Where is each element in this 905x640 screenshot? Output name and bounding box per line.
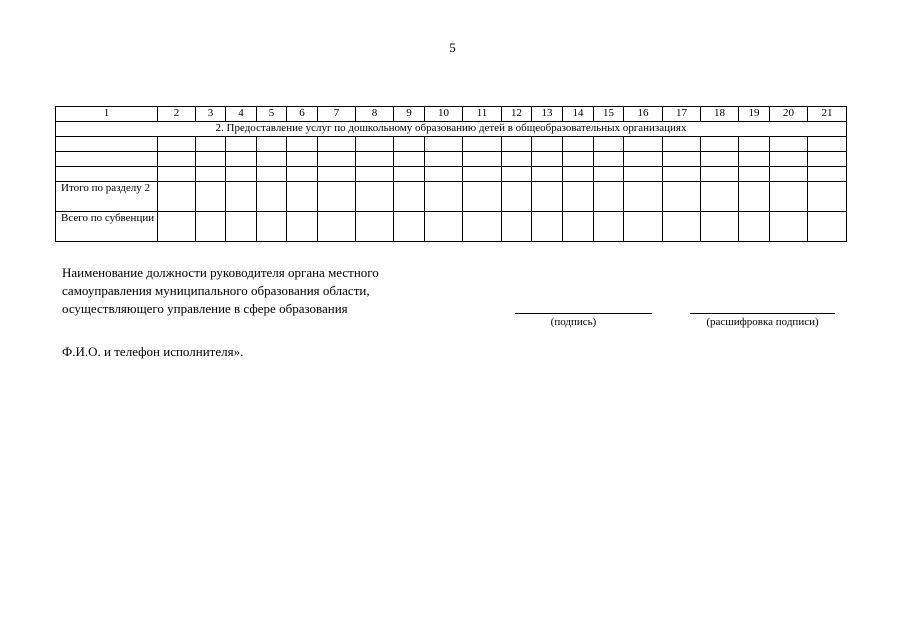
table-cell — [56, 152, 158, 167]
table-cell — [502, 182, 532, 212]
official-position-title — [62, 264, 379, 318]
decoding-caption: (расшифровка подписи) — [706, 316, 819, 328]
table-cell — [563, 167, 594, 182]
table-cell — [356, 152, 394, 167]
column-header: 16 — [624, 107, 663, 122]
table-cell — [356, 167, 394, 182]
table-cell — [532, 152, 563, 167]
table-cell — [563, 137, 594, 152]
column-header: 3 — [196, 107, 226, 122]
executor-info: Ф.И.О. и телефон исполнителя». — [62, 344, 244, 359]
table-cell — [158, 212, 196, 242]
page-number: 5 — [449, 40, 456, 55]
section-row — [56, 122, 847, 137]
column-header: 12 — [502, 107, 532, 122]
table-cell — [463, 212, 502, 242]
table-cell — [463, 152, 502, 167]
table-cell — [287, 152, 318, 167]
table-cell — [196, 152, 226, 167]
decoding-line — [690, 313, 835, 314]
table-cell — [196, 212, 226, 242]
column-header: 21 — [808, 107, 847, 122]
table-cell — [701, 212, 739, 242]
table-cell — [563, 182, 594, 212]
table-cell — [226, 152, 257, 167]
table-cell — [226, 212, 257, 242]
table-cell — [196, 167, 226, 182]
table-cell — [532, 212, 563, 242]
table-cell — [624, 137, 663, 152]
table-cell — [394, 152, 425, 167]
table-cell — [356, 137, 394, 152]
table-cell — [808, 152, 847, 167]
column-header: 13 — [532, 107, 563, 122]
table-cell — [701, 152, 739, 167]
table-cell — [624, 182, 663, 212]
table-cell — [563, 212, 594, 242]
table-cell — [257, 137, 287, 152]
table-cell — [425, 182, 463, 212]
table-row — [56, 137, 847, 152]
table-cell — [257, 152, 287, 167]
signature-caption: (подпись) — [550, 316, 597, 328]
column-header: 1 — [56, 107, 158, 122]
column-header: 19 — [739, 107, 770, 122]
table-cell — [594, 167, 624, 182]
table-cell — [356, 212, 394, 242]
table-cell — [425, 167, 463, 182]
column-header: 4 — [226, 107, 257, 122]
table-cell — [770, 182, 808, 212]
table-cell — [394, 137, 425, 152]
table-cell — [701, 167, 739, 182]
table-cell — [663, 167, 701, 182]
column-header: 7 — [318, 107, 356, 122]
table-cell — [563, 152, 594, 167]
table-cell — [701, 137, 739, 152]
position-line: самоуправления муниципального образования области, — [62, 283, 370, 298]
table-cell — [158, 167, 196, 182]
column-header: 2 — [158, 107, 196, 122]
table-cell — [624, 212, 663, 242]
table-cell — [463, 137, 502, 152]
table-cell — [56, 167, 158, 182]
table-cell — [356, 182, 394, 212]
table-cell — [318, 182, 356, 212]
table-cell — [594, 212, 624, 242]
table-cell — [624, 167, 663, 182]
table-cell — [739, 137, 770, 152]
table-cell — [808, 137, 847, 152]
table-cell — [532, 167, 563, 182]
table-cell — [226, 137, 257, 152]
table-cell — [257, 182, 287, 212]
table-cell — [739, 182, 770, 212]
table-cell — [287, 212, 318, 242]
column-header: 20 — [770, 107, 808, 122]
table-cell — [463, 182, 502, 212]
table-cell — [158, 182, 196, 212]
total-row-section — [56, 182, 847, 212]
table-cell — [287, 182, 318, 212]
table-cell — [808, 167, 847, 182]
table-cell — [770, 152, 808, 167]
table-cell — [739, 167, 770, 182]
column-header: 6 — [287, 107, 318, 122]
table-cell — [287, 137, 318, 152]
column-header: 18 — [701, 107, 739, 122]
table-row — [56, 152, 847, 167]
table-cell — [532, 182, 563, 212]
table-cell — [624, 152, 663, 167]
position-line: осуществляющего управление в сфере образования — [62, 301, 348, 316]
total-row-subvention — [56, 212, 847, 242]
column-header: 9 — [394, 107, 425, 122]
table-cell — [425, 212, 463, 242]
table-cell — [394, 182, 425, 212]
column-header: 10 — [425, 107, 463, 122]
table-cell — [158, 137, 196, 152]
table-cell — [663, 152, 701, 167]
table-cell — [770, 212, 808, 242]
table-cell — [318, 212, 356, 242]
table-cell — [532, 137, 563, 152]
table-cell — [318, 152, 356, 167]
column-header: 17 — [663, 107, 701, 122]
table-cell — [502, 152, 532, 167]
table-cell — [196, 182, 226, 212]
table-cell — [739, 152, 770, 167]
table-cell — [663, 137, 701, 152]
section-title: 2. Предоставление услуг по дошкольному образованию детей в общеобразовательных организациях — [56, 122, 847, 137]
column-header: 14 — [563, 107, 594, 122]
column-header: 8 — [356, 107, 394, 122]
table-cell — [770, 137, 808, 152]
table-cell — [502, 167, 532, 182]
table-cell — [594, 182, 624, 212]
table-cell — [257, 167, 287, 182]
table-cell — [158, 152, 196, 167]
table-row — [56, 167, 847, 182]
table-cell — [663, 182, 701, 212]
column-header: 5 — [257, 107, 287, 122]
report-table — [55, 106, 847, 242]
table-cell — [770, 167, 808, 182]
table-cell — [594, 152, 624, 167]
table-cell — [394, 167, 425, 182]
table-cell — [226, 182, 257, 212]
table-cell — [502, 137, 532, 152]
table-cell — [318, 167, 356, 182]
total-row-label: Итого по разделу 2 — [56, 182, 158, 212]
table-cell — [196, 137, 226, 152]
table-cell — [463, 167, 502, 182]
position-line: Наименование должности руководителя органа местного — [62, 265, 379, 280]
table-cell — [808, 182, 847, 212]
table-cell — [394, 212, 425, 242]
table-cell — [808, 212, 847, 242]
signature-line — [515, 313, 652, 314]
table-cell — [663, 212, 701, 242]
table-cell — [56, 137, 158, 152]
table-cell — [739, 212, 770, 242]
table-cell — [425, 152, 463, 167]
table-cell — [701, 182, 739, 212]
table-cell — [287, 167, 318, 182]
table-cell — [425, 137, 463, 152]
table-cell — [226, 167, 257, 182]
table-cell — [502, 212, 532, 242]
table-cell — [257, 212, 287, 242]
table-cell — [318, 137, 356, 152]
column-header: 11 — [463, 107, 502, 122]
column-header: 15 — [594, 107, 624, 122]
table-header-row — [56, 107, 847, 122]
table-cell — [594, 137, 624, 152]
total-row-label: Всего по субвенции — [56, 212, 158, 242]
